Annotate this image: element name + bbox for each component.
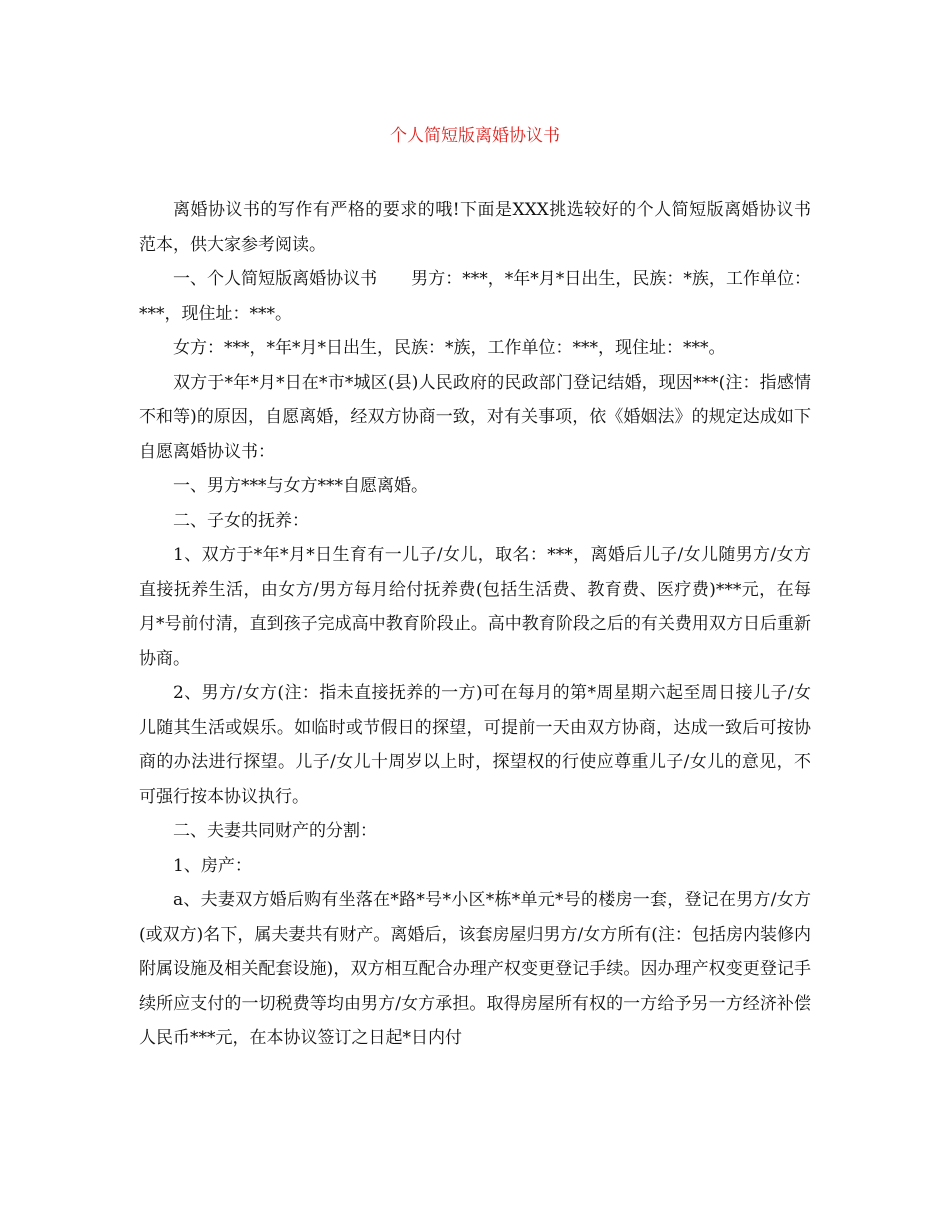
paragraph: 二、子女的抚养： xyxy=(173,510,309,531)
paragraph: 1、双方于*年*月*日生育有一儿子/女儿，取名：***，离婚后儿子/女儿随男方/女方直接抚养生活，由女方/男方每月给付抚养费(包括生活费、教育费、医疗费)***元，在每月*号前付清，直到孩子完成高中教育阶段止。高中教育阶段之后的有关费用双方日后重新协商。 xyxy=(139,545,811,669)
paragraph: 双方于*年*月*日在*市*城区(县)人民政府的民政部门登记结婚，现因***(注：指感情不和等)的原因，自愿离婚，经双方协商一致，对有关事项，依《婚姻法》的规定达成如下自愿离婚协议书： xyxy=(139,372,811,462)
paragraph: 离婚协议书的写作有严格的要求的哦!下面是XXX挑选较好的个人简短版离婚协议书范本，供大家参考阅读。 xyxy=(139,200,811,255)
document-body xyxy=(139,193,811,1056)
paragraph: 二、夫妻共同财产的分割： xyxy=(173,821,377,841)
paragraph: 2、男方/女方(注：指未直接抚养的一方)可在每月的第*周星期六起至周日接儿子/女儿随其生活或娱乐。如临时或节假日的探望，可提前一天由双方协商，达成一致后可按协商的办法进行探望。儿子/女儿十周岁以上时，探望权的行使应尊重儿子/女儿的意见，不可强行按本协议执行。 xyxy=(139,683,811,807)
paragraph: a、夫妻双方婚后购有坐落在*路*号*小区*栋*单元*号的楼房一套，登记在男方/女方(或双方)名下，属夫妻共有财产。离婚后，该套房屋归男方/女方所有(注：包括房内装修内附属设施及相关配套设施)，双方相互配合办理产权变更登记手续。因办理产权变更登记手续所应支付的一切税费等均由男方/女方承担。取得房屋所有权的一方给予另一方经济补偿人民币***元，在本协议签订之日起*日内付 xyxy=(139,890,811,1048)
paragraph: 一、男方***与女方***自愿离婚。 xyxy=(173,476,428,496)
document-title: 个人简短版离婚协议书 xyxy=(390,126,560,146)
paragraph: 1、房产： xyxy=(173,855,252,876)
paragraph: 一、个人简短版离婚协议书 男方：***，*年*月*日出生，民族：*族，工作单位：***，现住址：***。 xyxy=(139,269,811,324)
paragraph: 女方：***，*年*月*日出生，民族：*族，工作单位：***，现住址：***。 xyxy=(173,338,726,358)
